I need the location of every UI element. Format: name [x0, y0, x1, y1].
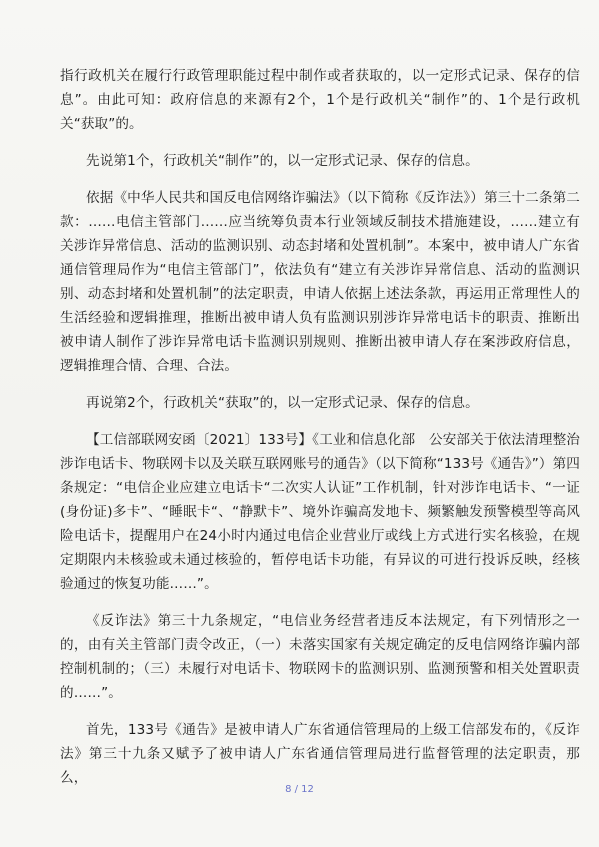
document-body [60, 64, 580, 803]
paragraph: 再说第2个，行政机关“获取”的，以一定形式记录、保存的信息。 [86, 395, 479, 411]
paragraph: 首先，133号《通告》是被申请人广东省通信管理局的上级工信部发布的，《反诈法》第三十九条又赋予了被申请人广东省通信管理局进行监督管理的法定职责，那么， [60, 722, 580, 786]
paragraph: 《反诈法》第三十九条规定，“电信业务经营者违反本法规定，有下列情形之一的，由有关主管部门责令改正，（一）未落实国家有关规定确定的反电信网络诈骗内部控制机制的；（三）未履行对电话卡、物联网卡的监测识别、监测预警和相关处置职责的……”。 [60, 613, 580, 701]
paragraph: 指行政机关在履行行政管理职能过程中制作或者获取的，以一定形式记录、保存的信息”。由此可知：政府信息的来源有2个，1个是行政机关“制作”的、1个是行政机关“获取”的。 [60, 68, 580, 132]
paragraph: 先说第1个，行政机关“制作”的，以一定形式记录、保存的信息。 [86, 153, 479, 169]
paragraph: 【工信部联网安函〔2021〕133号】《工业和信息化部 公安部关于依法清理整治涉诈电话卡、物联网卡以及关联互联网账号的通告》（以下简称“133号《通告》”）第四条规定：“电信企业应建立电话卡“二次实人认证”工作机制，针对涉诈电话卡、“一证(身份证)多卡”、“睡眠卡“、“静默卡”、境外诈骗高发地卡、频繁触发预警模型等高风险电话卡，提醒用户在24小时内通过电信企业营业厅或线上方式进行实名核验，在规定期限内未核验或未通过核验的，暂停电话卡功能，有异议的可进行投诉反映，经核验通过的恢复功能……”。 [60, 432, 580, 592]
paragraph: 依据《中华人民共和国反电信网络诈骗法》（以下简称《反诈法》）第三十二条第二款：……电信主管部门……应当统筹负责本行业领域反制技术措施建设，……建立有关涉诈异常信息、活动的监测识别、动态封堵和处置机制”。本案中，被申请人广东省通信管理局作为“电信主管部门”，依法负有“建立有关涉诈异常信息、活动的监测识别、动态封堵和处置机制”的法定职责，申请人依据上述法条款，再运用正常理性人的生活经验和逻辑推理，推断出被申请人负有监测识别涉诈异常电话卡的职责、推断出被申请人制作了涉诈异常电话卡监测识别规则、推断出被申请人存在案涉政府信息，逻辑推理合情、合理、合法。 [60, 190, 580, 374]
page-number: 8 / 12 [285, 784, 314, 795]
